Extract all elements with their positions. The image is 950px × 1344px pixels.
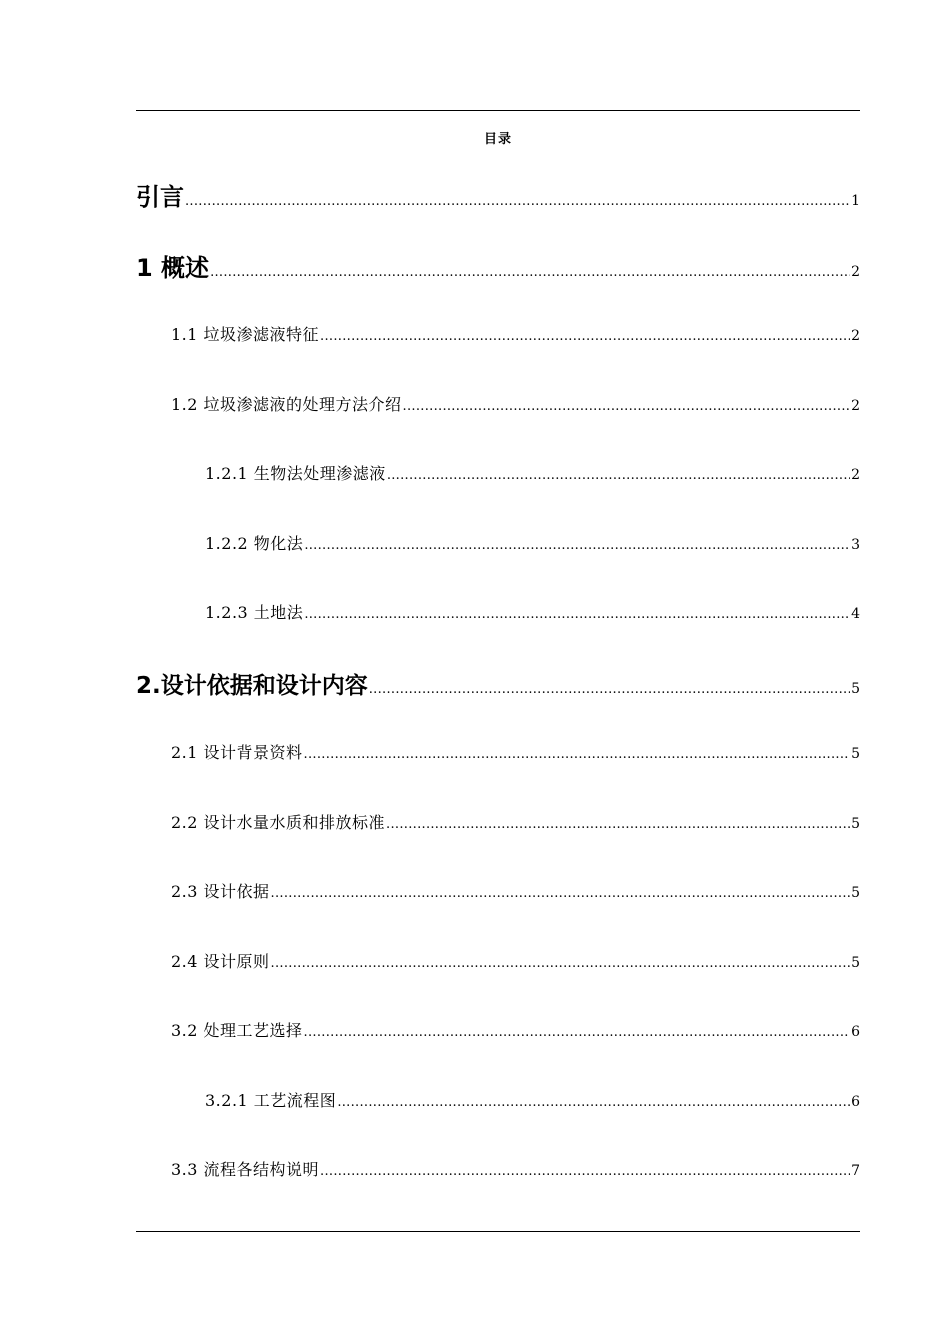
toc-entry-page: 5 (851, 955, 860, 971)
toc-entry-page: 5 (851, 885, 860, 901)
dot-leader (304, 603, 850, 622)
toc-entry-page: 1 (851, 193, 860, 209)
toc-entry-label: 2.设计依据和设计内容 (136, 673, 368, 699)
dot-leader (320, 1160, 850, 1179)
toc-entry-1-2-1[interactable] (205, 461, 860, 484)
toc-entry-3-2[interactable] (171, 1018, 860, 1041)
toc-entry-label: 1.2.1 生物法处理渗滤液 (205, 464, 386, 483)
toc-entry-2-1[interactable] (171, 740, 860, 763)
toc-entry-page: 3 (851, 537, 860, 553)
dot-leader (271, 952, 851, 971)
toc-entry-1-2-2[interactable] (205, 531, 860, 554)
toc-entry-label: 引言 (136, 183, 184, 211)
toc-entry-page: 6 (851, 1024, 860, 1040)
dot-leader (185, 190, 850, 209)
toc-entry-1-2[interactable] (171, 392, 860, 415)
dot-leader (210, 261, 850, 280)
dot-leader (386, 813, 850, 832)
toc-entry-3-3[interactable] (171, 1157, 860, 1180)
dot-leader (369, 678, 850, 697)
toc-entry-page: 2 (851, 328, 860, 344)
toc-entry-page: 5 (851, 681, 860, 697)
dot-leader (387, 464, 850, 483)
toc-entry-page: 2 (851, 398, 860, 414)
toc-title: 目录 (483, 132, 512, 147)
toc-entry-label: 1.1 垃圾渗滤液特征 (171, 325, 320, 344)
dot-leader (304, 743, 851, 762)
toc-entry-page: 5 (851, 746, 860, 762)
dot-leader (320, 325, 850, 344)
dot-leader (304, 534, 850, 553)
toc-entry-label: 3.3 流程各结构说明 (171, 1160, 320, 1179)
toc-entry-label: 2.1 设计背景资料 (171, 743, 303, 762)
toc-entry-page: 2 (851, 467, 860, 483)
toc-entry-2[interactable] (136, 667, 860, 700)
toc-entry-3-2-1[interactable] (205, 1088, 860, 1111)
toc-entry-label: 2.3 设计依据 (171, 882, 270, 901)
toc-entry-label: 2.2 设计水量水质和排放标准 (171, 813, 386, 832)
toc-entry-page: 7 (851, 1163, 860, 1179)
toc-entry-page: 2 (851, 264, 860, 280)
toc-entry-overview[interactable] (136, 248, 860, 283)
toc-entry-label: 1.2.3 土地法 (205, 603, 304, 622)
toc-entry-page: 4 (851, 606, 860, 622)
toc-entry-page: 6 (851, 1094, 860, 1110)
toc-entry-label: 3.2.1 工艺流程图 (205, 1091, 337, 1110)
dot-leader (403, 395, 851, 414)
dot-leader (271, 882, 851, 901)
toc-entry-1-1[interactable] (171, 322, 860, 345)
dot-leader (337, 1091, 850, 1110)
toc-entry-label: 3.2 处理工艺选择 (171, 1021, 303, 1040)
toc-entry-intro[interactable] (136, 177, 860, 212)
toc-entry-1-2-3[interactable] (205, 600, 860, 623)
toc-entry-label: 2.4 设计原则 (171, 952, 270, 971)
toc-entry-page: 5 (851, 816, 860, 832)
toc-entry-2-4[interactable] (171, 949, 860, 972)
toc-entry-2-2[interactable] (171, 810, 860, 833)
header-rule (136, 110, 860, 111)
toc-entry-label: 1 概述 (136, 254, 210, 282)
footer-rule (136, 1231, 860, 1232)
toc-entry-label: 1.2 垃圾渗滤液的处理方法介绍 (171, 395, 402, 414)
toc-entry-label: 1.2.2 物化法 (205, 534, 304, 553)
toc-entry-2-3[interactable] (171, 879, 860, 902)
dot-leader (304, 1021, 851, 1040)
